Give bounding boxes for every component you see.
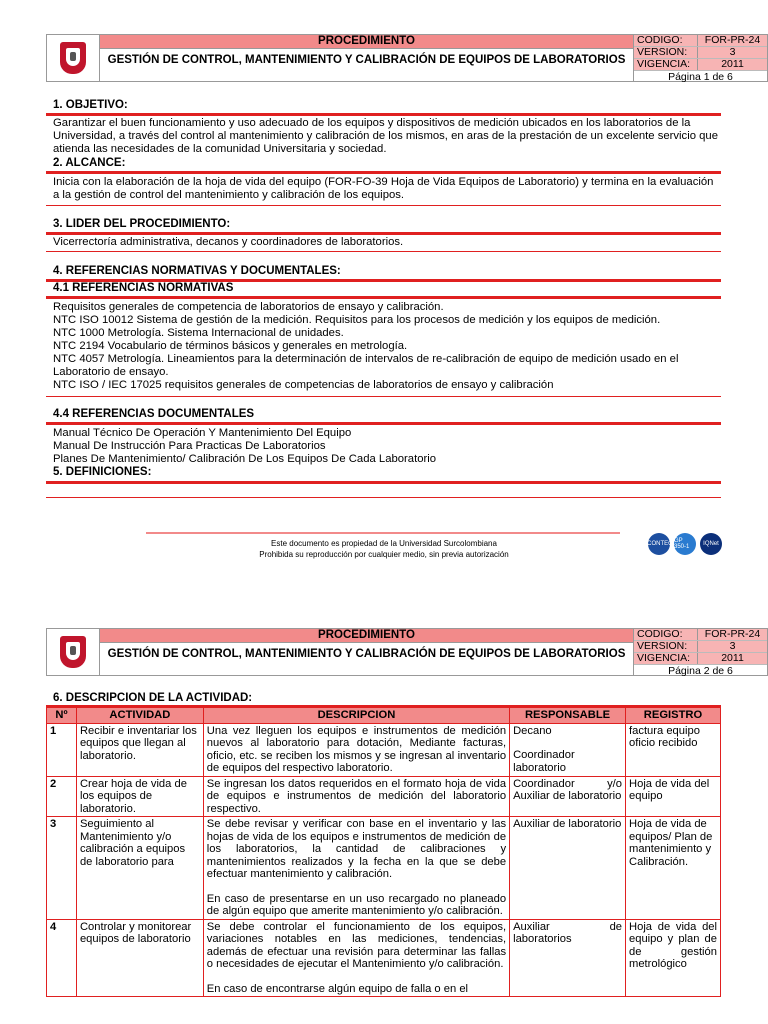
objetivo-text: Garantizar el buen funcionamiento y uso adecuado de los equipos y dispositivos de medición ubicados en los laboratorios de la Universidad, a través del control al mantenimiento y calibración de los mismos, en aras de la prestación de un excelente servicio que atienda las necesidades de la comunidad Universitaria y sociedad. bbox=[53, 117, 718, 155]
document-title: GESTIÓN DE CONTROL, MANTENIMIENTO Y CALIBRACIÓN DE EQUIPOS DE LABORATORIOS bbox=[107, 54, 626, 66]
row-number: 3 bbox=[47, 817, 77, 920]
col-header-num: Nº bbox=[47, 708, 77, 724]
activity-table bbox=[46, 707, 721, 997]
page-number: Página 1 de 6 bbox=[668, 71, 733, 83]
row-responsable: Auxiliar de laboratorios bbox=[510, 919, 626, 997]
university-logo bbox=[46, 34, 100, 82]
row-descripcion: Una vez lleguen los equipos e instrumentos de medición nuevos al laboratorio para dotación, Mediante facturas, oficio, etc. se reciben los mismos y se ingresan al inventario de equipos del respectivo laboratorio. bbox=[203, 723, 509, 776]
descripcion-paragraph: Se debe revisar y verificar con base en el inventario y las hojas de vida de los equipos e instrumentos de medición de los laboratorios, la cantidad de calibraciones y mantenimientos realizados y la fecha en la que se debe efectuar mantenimiento y calibración. bbox=[206, 818, 507, 880]
refs-heading: 4. REFERENCIAS NORMATIVAS Y DOCUMENTALES: bbox=[53, 265, 341, 277]
list-item: NTC ISO / IEC 17025 requisitos generales de competencias de laboratorios de ensayo y calibración bbox=[53, 379, 554, 391]
codigo-label: CODIGO: bbox=[634, 629, 698, 640]
descripcion-paragraph: Se debe controlar el funcionamiento de los equipos, variaciones notables en las mediciones, tendencias, además de efectuar una revisión para determinar las fallas o necesidades de ejecutar el Mantenimiento y/o calibración. bbox=[206, 920, 507, 970]
responsable-line: Coordinador laboratorio bbox=[513, 749, 575, 774]
definiciones-heading: 5. DEFINICIONES: bbox=[53, 466, 152, 478]
descripcion-paragraph: En caso de presentarse en un uso recargado no planeado de algún equipo que amerite mantenimiento y/o calibración. bbox=[206, 892, 507, 917]
list-item: NTC ISO 10012 Sistema de gestión de la medición. Requisitos para los procesos de medición y los equipos de medición. bbox=[53, 314, 661, 326]
list-item: Requisitos generales de competencia de laboratorios de ensayo y calibración. bbox=[53, 301, 444, 313]
responsable-line: Decano bbox=[513, 724, 552, 737]
version-label: VERSION: bbox=[634, 47, 698, 58]
divider bbox=[46, 171, 721, 174]
table-row bbox=[47, 723, 721, 776]
row-registro: factura equipo oficio recibido bbox=[626, 723, 721, 776]
procedure-label: PROCEDIMIENTO bbox=[100, 35, 633, 49]
lider-heading: 3. LIDER DEL PROCEDIMIENTO: bbox=[53, 218, 231, 230]
version-label: VERSION: bbox=[634, 641, 698, 652]
row-responsable bbox=[510, 723, 626, 776]
footer-line-2: Prohibida su reproducción por cualquier medio, sin previa autorización bbox=[259, 550, 509, 559]
row-descripcion: Se ingresan los datos requeridos en el formato hoja de vida de equipos e instrumentos de medición del laboratorio respectivo. bbox=[203, 776, 509, 817]
refs-doc-heading: 4.4 REFERENCIAS DOCUMENTALES bbox=[53, 408, 255, 420]
refs-doc-list bbox=[53, 427, 718, 466]
footer-line bbox=[146, 532, 620, 534]
divider bbox=[46, 422, 721, 425]
list-item: Manual De Instrucción Para Practicas De Laboratorios bbox=[53, 440, 326, 452]
document-meta bbox=[633, 628, 768, 676]
procedure-label: PROCEDIMIENTO bbox=[100, 629, 633, 643]
page-number: Página 2 de 6 bbox=[668, 665, 733, 677]
row-descripcion bbox=[203, 817, 509, 920]
table-row bbox=[47, 919, 721, 997]
objetivo-heading: 1. OBJETIVO: bbox=[53, 99, 128, 111]
row-number: 2 bbox=[47, 776, 77, 817]
row-number: 4 bbox=[47, 919, 77, 997]
descripcion-paragraph: En caso de encontrarse algún equipo de falla o en el bbox=[206, 982, 469, 995]
col-header-registro: REGISTRO bbox=[626, 708, 721, 724]
alcance-heading: 2. ALCANCE: bbox=[53, 157, 126, 169]
divider bbox=[46, 296, 721, 299]
row-number: 1 bbox=[47, 723, 77, 776]
row-registro bbox=[626, 817, 721, 920]
row-descripcion bbox=[203, 919, 509, 997]
divider bbox=[46, 232, 721, 235]
divider bbox=[46, 113, 721, 116]
codigo-label: CODIGO: bbox=[634, 35, 698, 46]
page1-header bbox=[46, 34, 761, 83]
activity-heading: 6. DESCRIPCION DE LA ACTIVIDAD: bbox=[53, 692, 253, 704]
iqnet-logo: IQNet bbox=[700, 533, 722, 555]
icontec-logo: ICONTEC bbox=[648, 533, 670, 555]
col-header-actividad: ACTIVIDAD bbox=[76, 708, 203, 724]
certification-logos bbox=[645, 533, 722, 555]
row-responsable: Auxiliar de laboratorio bbox=[510, 817, 626, 920]
table-row bbox=[47, 817, 721, 920]
divider bbox=[46, 251, 721, 252]
row-registro: Hoja de vida del equipo y plan de de gestión metrológico bbox=[626, 919, 721, 997]
table-header-row bbox=[47, 708, 721, 724]
document-meta bbox=[633, 34, 768, 82]
col-header-responsable: RESPONSABLE bbox=[510, 708, 626, 724]
codigo-value: FOR-PR-24 bbox=[704, 628, 761, 640]
footer-line-1: Este documento es propiedad de la Universidad Surcolombiana bbox=[271, 539, 497, 548]
vigencia-label: VIGENCIA: bbox=[634, 653, 698, 664]
document-title: GESTIÓN DE CONTROL, MANTENIMIENTO Y CALIBRACIÓN DE EQUIPOS DE LABORATORIOS bbox=[107, 648, 626, 660]
row-actividad: Recibir e inventariar los equipos que llegan al laboratorio. bbox=[76, 723, 203, 776]
shield-icon bbox=[60, 42, 86, 74]
row-actividad: Seguimiento al Mantenimiento y/o calibración a equipos de laboratorio para bbox=[76, 817, 203, 920]
refs-norm-list bbox=[53, 301, 718, 392]
list-item: NTC 2194 Vocabulario de términos básicos y generales en metrología. bbox=[53, 340, 408, 352]
version-value: 3 bbox=[729, 46, 736, 58]
alcance-text: Inicia con la elaboración de la hoja de vida del equipo (FOR-FO-39 Hoja de Vida Equipos de Laboratorio) y termina en la evaluación a la gestión de control del mantenimiento y calibración de los equipos. bbox=[53, 176, 714, 201]
page2-header bbox=[46, 628, 761, 677]
university-logo bbox=[46, 628, 100, 676]
table-row bbox=[47, 776, 721, 817]
codigo-value: FOR-PR-24 bbox=[704, 34, 761, 46]
lider-text: Vicerrectoría administrativa, decanos y coordinadores de laboratorios. bbox=[53, 236, 404, 248]
divider bbox=[46, 481, 721, 484]
row-actividad: Controlar y monitorear equipos de laboratorio bbox=[76, 919, 203, 997]
divider bbox=[46, 396, 721, 397]
registro-line: Hoja de vida de equipos/ Plan de mantenimiento y bbox=[629, 818, 713, 855]
divider bbox=[46, 497, 721, 498]
row-registro: Hoja de vida del equipo bbox=[626, 776, 721, 817]
col-header-descripcion: DESCRIPCION bbox=[203, 708, 509, 724]
registro-line: Calibración. bbox=[629, 855, 689, 868]
shield-icon bbox=[60, 636, 86, 668]
row-responsable: Coordinador y/o Auxiliar de laboratorio bbox=[510, 776, 626, 817]
vigencia-label: VIGENCIA: bbox=[634, 59, 698, 70]
row-actividad: Crear hoja de vida de los equipos de laboratorio. bbox=[76, 776, 203, 817]
vigencia-value: 2011 bbox=[721, 58, 744, 70]
version-value: 3 bbox=[729, 640, 736, 652]
list-item: NTC 1000 Metrología. Sistema Internacional de unidades. bbox=[53, 327, 344, 339]
list-item: NTC 4057 Metrología. Lineamientos para la determinación de intervalos de re-calibración de equipo de medición usado en el Laboratorio de ensayo. bbox=[53, 353, 679, 378]
list-item: Planes De Mantenimiento/ Calibración De Los Equipos De Cada Laboratorio bbox=[53, 453, 437, 465]
refs-norm-heading: 4.1 REFERENCIAS NORMATIVAS bbox=[53, 282, 234, 294]
list-item: Manual Técnico De Operación Y Mantenimiento Del Equipo bbox=[53, 427, 352, 439]
gp-logo: GP 350-1 bbox=[674, 533, 696, 555]
vigencia-value: 2011 bbox=[721, 652, 744, 664]
divider bbox=[46, 205, 721, 206]
